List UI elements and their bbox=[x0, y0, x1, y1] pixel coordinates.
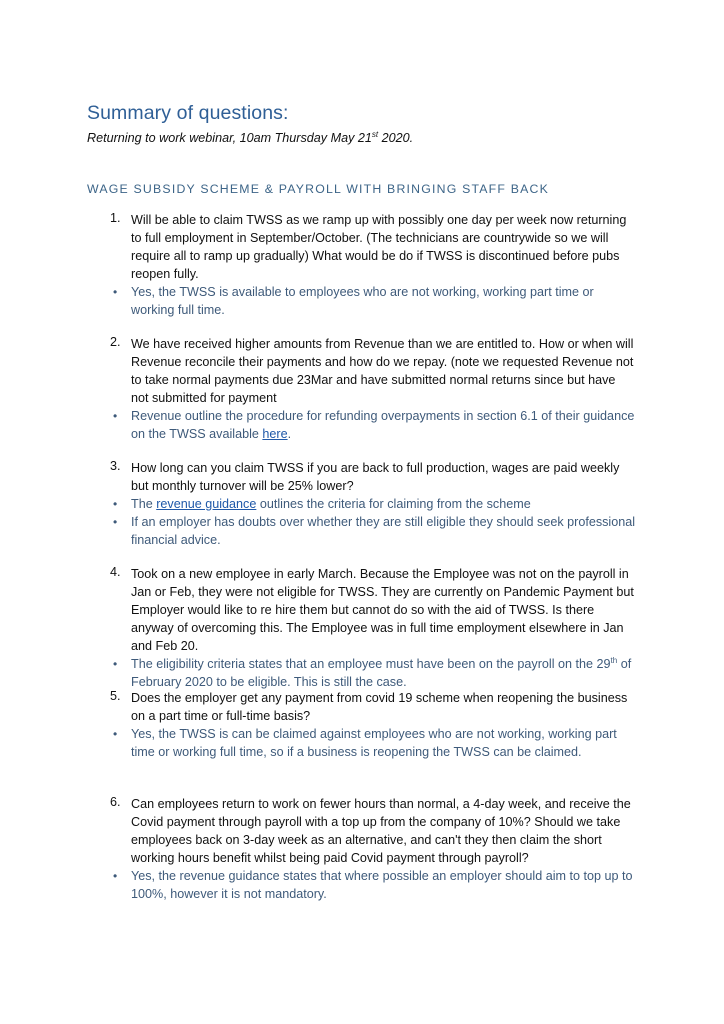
answer-text: Yes, the TWSS is can be claimed against employees who are not working, working part time or working full time, so if a business is reopening the TWSS can be claimed. bbox=[131, 727, 617, 759]
question-text: Can employees return to work on fewer hours than normal, a 4-day week, and receive the Covid payment through payroll with a top up from the company of 10%? Should we take employees back on 3-day week as an alternative, and can't they then claim the short working hours benefit whilst being paid Covid payment through payroll? bbox=[131, 797, 631, 865]
question-text: Will be able to claim TWSS as we ramp up with possibly one day per week now returning to full employment in September/October. (The technicians are countrywide so we will require all to ramp up gradually) What would be do if TWSS is discontinued before pubs reopen fully. bbox=[131, 213, 627, 281]
question-text: Does the employer get any payment from covid 19 scheme when reopening the business on a part time or full-time basis? bbox=[131, 691, 628, 723]
question-number: 5. bbox=[110, 689, 121, 703]
question-number: 6. bbox=[110, 795, 121, 809]
bullet-icon: • bbox=[113, 869, 118, 883]
answer-item bbox=[113, 513, 636, 549]
subtitle-text: Returning to work webinar, 10am Thursday May 21 bbox=[87, 131, 372, 146]
subtitle-superscript: st bbox=[371, 130, 379, 139]
answer-text: Yes, the revenue guidance states that where possible an employer should aim to top up to 100%, however it is not mandatory. bbox=[131, 869, 633, 901]
question-text: How long can you claim TWSS if you are back to full production, wages are paid weekly but monthly turnover will be 25% lower? bbox=[131, 461, 620, 493]
question-number: 4. bbox=[110, 565, 121, 579]
here-link[interactable]: here bbox=[262, 427, 288, 441]
question-text: We have received higher amounts from Revenue than we are entitled to. How or when will Revenue reconcile their payments and how do we repay. (note we requested Revenue not to take normal payments due 23Mar and have submitted normal returns since but have not submitted for payment bbox=[131, 337, 634, 405]
page-title: Summary of questions: bbox=[87, 102, 289, 124]
answer-text: Revenue outline the procedure for refunding overpayments in section 6.1 of their guidance on the TWSS available bbox=[131, 409, 635, 441]
answer-text: The eligibility criteria states that an employee must have been on the payroll on the 29 bbox=[131, 657, 611, 671]
question-number: 2. bbox=[110, 335, 121, 349]
question-block bbox=[0, 211, 724, 319]
page-subtitle bbox=[87, 130, 413, 145]
answer-item bbox=[113, 495, 636, 513]
answer-item bbox=[113, 655, 636, 691]
revenue-guidance-link[interactable]: revenue guidance bbox=[156, 497, 257, 511]
answer-item bbox=[113, 283, 636, 319]
question-block bbox=[0, 459, 724, 549]
question-number: 1. bbox=[110, 211, 121, 225]
subtitle-date-end: 2020. bbox=[378, 131, 414, 146]
bullet-icon: • bbox=[113, 285, 118, 299]
bullet-icon: • bbox=[113, 515, 118, 529]
question-block bbox=[0, 689, 724, 761]
bullet-icon: • bbox=[113, 497, 118, 511]
answer-text-end: of February 2020 to be eligible. This is still the case. bbox=[131, 657, 632, 689]
bullet-icon: • bbox=[113, 657, 118, 671]
answer-item bbox=[113, 725, 636, 761]
answer-text-end: . bbox=[287, 427, 292, 441]
answer-text: If an employer has doubts over whether they are still eligible they should seek professional financial advice. bbox=[131, 515, 636, 547]
question-text: Took on a new employee in early March. Because the Employee was not on the payroll in Jan or Feb, they were not eligible for TWSS. They are currently on Pandemic Payment but Employer would like to re hire them but cannot do so with the aid of TWSS. Is there anyway of overcoming this. The Employee was in full time employment elsewhere in Jan and Feb 20. bbox=[131, 567, 634, 653]
answer-item bbox=[113, 867, 636, 903]
answer-text: The bbox=[131, 497, 157, 511]
bullet-icon: • bbox=[113, 727, 118, 741]
question-number: 3. bbox=[110, 459, 121, 473]
question-block bbox=[0, 335, 724, 443]
answer-text: Yes, the TWSS is available to employees who are not working, working part time or working full time. bbox=[131, 285, 594, 317]
question-block bbox=[0, 795, 724, 903]
answer-text-end: outlines the criteria for claiming from the scheme bbox=[256, 497, 531, 511]
question-block bbox=[0, 565, 724, 691]
answer-superscript: th bbox=[610, 655, 618, 665]
section-heading: WAGE SUBSIDY SCHEME & PAYROLL WITH BRINGING STAFF BACK bbox=[87, 182, 550, 196]
bullet-icon: • bbox=[113, 409, 118, 423]
answer-item bbox=[113, 407, 636, 443]
